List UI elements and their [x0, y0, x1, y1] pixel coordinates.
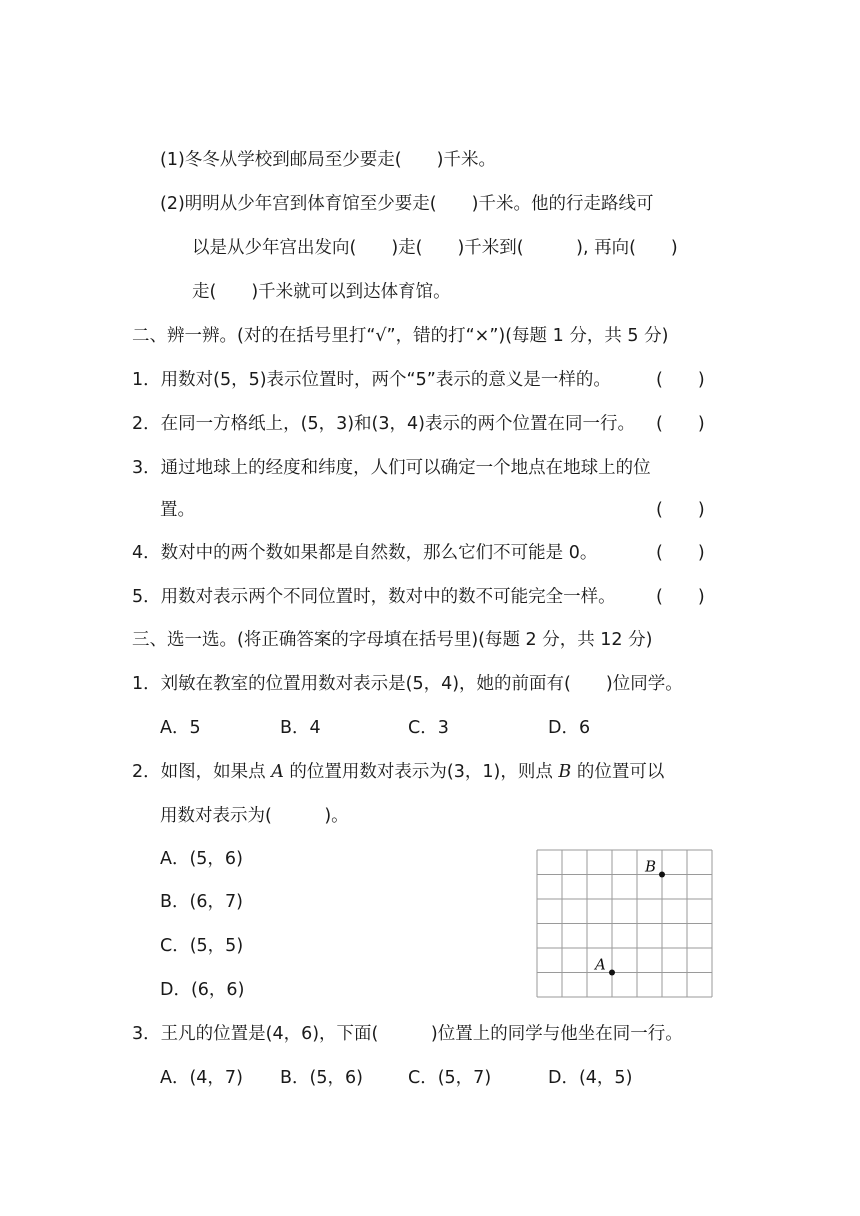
mc-question-3-option-b[interactable]: B．(5，6) — [280, 1068, 363, 1088]
point-a-dot — [609, 970, 615, 976]
tf-item-4-answer-paren[interactable]: ( ) — [656, 543, 705, 563]
mc-question-1-option-a[interactable]: A．5 — [160, 718, 201, 738]
mc-question-3-option-c[interactable]: C．(5，7) — [408, 1068, 492, 1088]
mc-question-1-option-b[interactable]: B．4 — [280, 718, 321, 738]
tf-item-4-text: 4．数对中的两个数如果都是自然数，那么它们不可能是 0。 — [132, 543, 598, 563]
q2-text-pre: 2．如图，如果点 — [132, 762, 272, 782]
mc-question-3-option-d[interactable]: D．(4，5) — [548, 1068, 633, 1088]
question-1-2-line1: (2)明明从少年宫到体育馆至少要走( )千米。他的行走路线可 — [160, 194, 654, 214]
q2-text-mid: 的位置用数对表示为(3，1)，则点 — [283, 762, 559, 782]
section-3-heading: 三、选一选。(将正确答案的字母填在括号里)(每题 2 分，共 12 分) — [132, 630, 653, 650]
mc-question-2-option-c[interactable]: C．(5，5) — [160, 936, 244, 956]
point-b-label: B — [645, 857, 657, 876]
tf-item-3-continuation: 置。 — [160, 500, 195, 520]
mc-question-3-text: 3．王凡的位置是(4，6)，下面( )位置上的同学与他坐在同一行。 — [132, 1024, 683, 1044]
mc-question-2-line1 — [132, 760, 664, 784]
tf-item-1-text: 1．用数对(5，5)表示位置时，两个“5”表示的意义是一样的。 — [132, 370, 611, 390]
point-a-label: A — [595, 955, 606, 974]
coordinate-grid-figure — [536, 849, 714, 999]
section-2-heading: 二、辨一辨。(对的在括号里打“√”，错的打“×”)(每题 1 分，共 5 分) — [132, 326, 669, 346]
q2-text-post: 的位置可以 — [571, 762, 665, 782]
tf-item-3-answer-paren[interactable]: ( ) — [656, 500, 705, 520]
tf-item-5-answer-paren[interactable]: ( ) — [656, 587, 705, 607]
q2-point-b-label: B — [558, 762, 572, 782]
grid-lines — [537, 850, 712, 997]
mc-question-2-line2: 用数对表示为( )。 — [160, 806, 349, 826]
tf-item-2-answer-paren[interactable]: ( ) — [656, 414, 705, 434]
tf-item-3-text: 3．通过地球上的经度和纬度，人们可以确定一个地点在地球上的位 — [132, 458, 651, 478]
tf-item-5-text: 5．用数对表示两个不同位置时，数对中的数不可能完全一样。 — [132, 587, 616, 607]
point-b-dot — [659, 872, 665, 878]
mc-question-3-option-a[interactable]: A．(4，7) — [160, 1068, 243, 1088]
mc-question-2-option-d[interactable]: D．(6，6) — [160, 980, 245, 1000]
question-1-2-line3: 走( )千米就可以到达体育馆。 — [192, 282, 451, 302]
mc-question-2-option-a[interactable]: A．(5，6) — [160, 849, 243, 869]
question-1-1: (1)冬冬从学校到邮局至少要走( )千米。 — [160, 150, 496, 170]
mc-question-1-option-c[interactable]: C．3 — [408, 718, 449, 738]
mc-question-2-option-b[interactable]: B．(6，7) — [160, 892, 243, 912]
q2-point-a-label: A — [271, 762, 284, 782]
tf-item-2-text: 2．在同一方格纸上，(5，3)和(3，4)表示的两个位置在同一行。 — [132, 414, 635, 434]
tf-item-1-answer-paren[interactable]: ( ) — [656, 370, 705, 390]
question-1-2-line2: 以是从少年宫出发向( )走( )千米到( ), 再向( ) — [192, 238, 678, 258]
mc-question-1-option-d[interactable]: D．6 — [548, 718, 591, 738]
mc-question-1-text: 1．刘敏在教室的位置用数对表示是(5，4)，她的前面有( )位同学。 — [132, 674, 683, 694]
